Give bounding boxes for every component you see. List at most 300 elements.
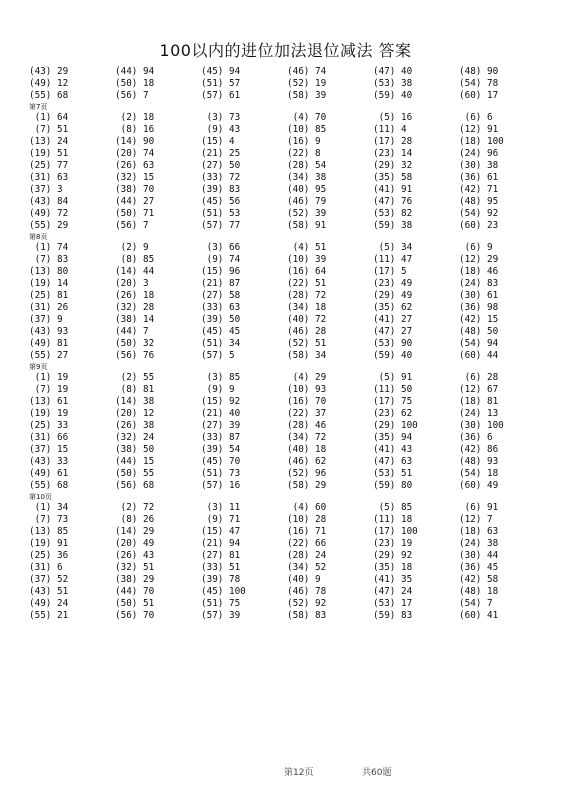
answer-item: (59) 83 (373, 610, 413, 621)
answer-row (29, 480, 549, 492)
answer-item: (22) 66 (287, 538, 327, 549)
answer-item: (26) 38 (115, 420, 155, 431)
answer-item: (33) 72 (201, 172, 241, 183)
answer-item: (12) 29 (459, 254, 499, 265)
answer-item: (20) 49 (115, 538, 155, 549)
answer-item: (25) 81 (29, 290, 69, 301)
answer-item: (25) 36 (29, 550, 69, 561)
answer-item: (33) 87 (201, 432, 241, 443)
answer-item: (46) 79 (287, 196, 327, 207)
answer-item: (49) 61 (29, 468, 69, 479)
answer-item: (44) 15 (115, 456, 155, 467)
answer-item: (50) 51 (115, 598, 155, 609)
answer-item: (45) 56 (201, 196, 241, 207)
answer-item: (58) 83 (287, 610, 327, 621)
answer-item: (36) 6 (459, 432, 493, 443)
answer-item: (57) 61 (201, 90, 241, 101)
answer-item: (36) 45 (459, 562, 499, 573)
answer-item: (8) 85 (115, 254, 155, 265)
answer-item: (14) 44 (115, 266, 155, 277)
answer-item: (38) 50 (115, 444, 155, 455)
answer-item: (17) 28 (373, 136, 413, 147)
answer-item: (13) 80 (29, 266, 69, 277)
answer-item: (22) 51 (287, 278, 327, 289)
section-label: 第8页 (29, 233, 48, 241)
answer-item: (16) 70 (287, 396, 327, 407)
answer-item: (32) 51 (115, 562, 155, 573)
answer-item: (55) 68 (29, 90, 69, 101)
answer-item: (2) 72 (115, 502, 155, 513)
answer-item: (27) 39 (201, 420, 241, 431)
answer-item: (21) 40 (201, 408, 241, 419)
answer-row (29, 326, 549, 338)
answer-item: (27) 81 (201, 550, 241, 561)
answer-item: (48) 18 (459, 586, 499, 597)
answer-item: (47) 63 (373, 456, 413, 467)
answer-item: (54) 94 (459, 338, 499, 349)
answer-row (29, 66, 549, 78)
answer-item: (43) 93 (29, 326, 69, 337)
answer-item: (28) 72 (287, 290, 327, 301)
answer-item: (60) 44 (459, 350, 499, 361)
answer-item: (52) 39 (287, 208, 327, 219)
answer-item: (53) 38 (373, 78, 413, 89)
answer-item: (29) 49 (373, 290, 413, 301)
answer-item: (45) 70 (201, 456, 241, 467)
answer-item: (38) 14 (115, 314, 155, 325)
answer-item: (51) 53 (201, 208, 241, 219)
answer-item: (37) 15 (29, 444, 69, 455)
answer-item: (55) 29 (29, 220, 69, 231)
answer-row (29, 538, 549, 550)
answer-item: (14) 29 (115, 526, 155, 537)
answer-item: (4) 51 (287, 242, 327, 253)
answer-item: (39) 83 (201, 184, 241, 195)
answer-item: (44) 7 (115, 326, 149, 337)
answer-item: (14) 90 (115, 136, 155, 147)
answer-row (29, 78, 549, 90)
answer-item: (11) 4 (373, 124, 407, 135)
answer-item: (59) 80 (373, 480, 413, 491)
answer-item: (40) 95 (287, 184, 327, 195)
answer-item: (34) 38 (287, 172, 327, 183)
answer-item: (6) 91 (459, 502, 499, 513)
answer-item: (4) 29 (287, 372, 327, 383)
answer-item: (1) 64 (29, 112, 69, 123)
answer-item: (50) 55 (115, 468, 155, 479)
answer-item: (1) 74 (29, 242, 69, 253)
answer-item: (12) 7 (459, 514, 493, 525)
answer-item: (51) 34 (201, 338, 241, 349)
answer-item: (47) 76 (373, 196, 413, 207)
answer-item: (39) 54 (201, 444, 241, 455)
answer-item: (23) 19 (373, 538, 413, 549)
section-label: 第9页 (29, 363, 48, 371)
answer-item: (1) 34 (29, 502, 69, 513)
answer-item: (54) 78 (459, 78, 499, 89)
answer-item: (19) 19 (29, 408, 69, 419)
answer-item: (23) 14 (373, 148, 413, 159)
answer-item: (52) 96 (287, 468, 327, 479)
section-label: 第7页 (29, 103, 48, 111)
answer-item: (54) 18 (459, 468, 499, 479)
answer-item: (46) 78 (287, 586, 327, 597)
answer-item: (33) 51 (201, 562, 241, 573)
answer-item: (46) 28 (287, 326, 327, 337)
answer-item: (27) 50 (201, 160, 241, 171)
answer-row (29, 396, 549, 408)
answer-item: (41) 27 (373, 314, 413, 325)
answer-item: (34) 18 (287, 302, 327, 313)
answer-item: (23) 62 (373, 408, 413, 419)
answer-item: (31) 6 (29, 562, 63, 573)
answer-row (29, 574, 549, 586)
answer-item: (26) 43 (115, 550, 155, 561)
answer-row (29, 562, 549, 574)
answer-item: (60) 41 (459, 610, 499, 621)
answer-item: (37) 9 (29, 314, 63, 325)
answer-item: (41) 35 (373, 574, 413, 585)
answer-item: (29) 32 (373, 160, 413, 171)
answer-item: (13) 24 (29, 136, 69, 147)
answer-item: (32) 24 (115, 432, 155, 443)
answer-row (29, 266, 549, 278)
answer-item: (45) 100 (201, 586, 246, 597)
answer-content (29, 66, 549, 622)
answer-row (29, 220, 549, 232)
answer-item: (24) 38 (459, 538, 499, 549)
answer-row (29, 550, 549, 562)
answer-item: (7) 83 (29, 254, 69, 265)
answer-item: (52) 19 (287, 78, 327, 89)
answer-row (29, 468, 549, 480)
answer-item: (30) 61 (459, 290, 499, 301)
answer-item: (56) 76 (115, 350, 155, 361)
answer-item: (53) 51 (373, 468, 413, 479)
answer-item: (24) 96 (459, 148, 499, 159)
answer-row (29, 148, 549, 160)
answer-item: (20) 3 (115, 278, 149, 289)
answer-row (29, 502, 549, 514)
answer-item: (48) 90 (459, 66, 499, 77)
answer-item: (3) 66 (201, 242, 241, 253)
answer-item: (30) 100 (459, 420, 504, 431)
answer-item: (6) 28 (459, 372, 499, 383)
answer-item: (53) 90 (373, 338, 413, 349)
answer-item: (58) 29 (287, 480, 327, 491)
answer-item: (35) 58 (373, 172, 413, 183)
answer-item: (21) 25 (201, 148, 241, 159)
answer-row (29, 112, 549, 124)
answer-item: (27) 58 (201, 290, 241, 301)
answer-row (29, 160, 549, 172)
answer-item: (31) 66 (29, 432, 69, 443)
answer-item: (9) 74 (201, 254, 241, 265)
answer-row (29, 598, 549, 610)
answer-item: (56) 70 (115, 610, 155, 621)
answer-item: (60) 23 (459, 220, 499, 231)
answer-item: (47) 27 (373, 326, 413, 337)
answer-item: (10) 39 (287, 254, 327, 265)
answer-item: (39) 50 (201, 314, 241, 325)
answer-row (29, 302, 549, 314)
answer-item: (60) 49 (459, 480, 499, 491)
answer-row (29, 338, 549, 350)
answer-row (29, 124, 549, 136)
section-label: 第10页 (29, 493, 52, 501)
answer-item: (57) 5 (201, 350, 235, 361)
answer-item: (49) 72 (29, 208, 69, 219)
answer-item: (5) 34 (373, 242, 413, 253)
answer-row (29, 350, 549, 362)
answer-item: (53) 17 (373, 598, 413, 609)
answer-item: (47) 40 (373, 66, 413, 77)
answer-row (29, 384, 549, 396)
answer-item: (43) 51 (29, 586, 69, 597)
answer-item: (35) 62 (373, 302, 413, 313)
answer-row (29, 196, 549, 208)
answer-item: (2) 55 (115, 372, 155, 383)
answer-item: (38) 70 (115, 184, 155, 195)
answer-item: (13) 61 (29, 396, 69, 407)
answer-item: (26) 18 (115, 290, 155, 301)
answer-row (29, 408, 549, 420)
answer-item: (51) 73 (201, 468, 241, 479)
answer-item: (1) 19 (29, 372, 69, 383)
answer-item: (12) 67 (459, 384, 499, 395)
answer-item: (36) 98 (459, 302, 499, 313)
answer-item: (29) 92 (373, 550, 413, 561)
answer-item: (50) 71 (115, 208, 155, 219)
answer-item: (36) 61 (459, 172, 499, 183)
answer-item: (9) 71 (201, 514, 241, 525)
answer-item: (30) 38 (459, 160, 499, 171)
answer-item: (26) 63 (115, 160, 155, 171)
answer-row (29, 172, 549, 184)
answer-item: (21) 87 (201, 278, 241, 289)
answer-item: (6) 6 (459, 112, 493, 123)
answer-item: (42) 71 (459, 184, 499, 195)
answer-row (29, 278, 549, 290)
answer-item: (19) 51 (29, 148, 69, 159)
answer-row (29, 184, 549, 196)
answer-item: (7) 73 (29, 514, 69, 525)
answer-row (29, 314, 549, 326)
answer-item: (3) 11 (201, 502, 241, 513)
answer-item: (57) 39 (201, 610, 241, 621)
answer-item: (51) 75 (201, 598, 241, 609)
answer-item: (9) 9 (201, 384, 235, 395)
answer-item: (24) 83 (459, 278, 499, 289)
answer-item: (16) 9 (287, 136, 321, 147)
answer-item: (28) 46 (287, 420, 327, 431)
answer-item: (18) 63 (459, 526, 499, 537)
answer-item: (50) 32 (115, 338, 155, 349)
answer-item: (25) 33 (29, 420, 69, 431)
answer-row (29, 610, 549, 622)
answer-item: (59) 40 (373, 90, 413, 101)
answer-row (29, 290, 549, 302)
answer-item: (52) 92 (287, 598, 327, 609)
answer-item: (58) 91 (287, 220, 327, 231)
answer-item: (53) 82 (373, 208, 413, 219)
answer-row (29, 254, 549, 266)
answer-item: (22) 37 (287, 408, 327, 419)
answer-item: (11) 47 (373, 254, 413, 265)
answer-item: (37) 3 (29, 184, 63, 195)
answer-row (29, 514, 549, 526)
answer-item: (46) 74 (287, 66, 327, 77)
answer-item: (42) 15 (459, 314, 499, 325)
answer-row (29, 456, 549, 468)
answer-row (29, 432, 549, 444)
total-count: 共60题 (362, 768, 392, 778)
answer-item: (52) 51 (287, 338, 327, 349)
answer-item: (49) 81 (29, 338, 69, 349)
answer-item: (50) 18 (115, 78, 155, 89)
answer-item: (39) 78 (201, 574, 241, 585)
answer-item: (12) 91 (459, 124, 499, 135)
answer-item: (37) 52 (29, 574, 69, 585)
answer-item: (45) 45 (201, 326, 241, 337)
answer-item: (16) 71 (287, 526, 327, 537)
answer-item: (54) 7 (459, 598, 493, 609)
answer-item: (58) 39 (287, 90, 327, 101)
answer-item: (7) 19 (29, 384, 69, 395)
answer-row (29, 242, 549, 254)
answer-item: (15) 92 (201, 396, 241, 407)
answer-item: (16) 64 (287, 266, 327, 277)
answer-item: (19) 91 (29, 538, 69, 549)
answer-item: (19) 14 (29, 278, 69, 289)
answer-item: (9) 43 (201, 124, 241, 135)
answer-item: (7) 51 (29, 124, 69, 135)
answer-item: (5) 91 (373, 372, 413, 383)
answer-item: (18) 100 (459, 136, 504, 147)
answer-item: (48) 93 (459, 456, 499, 467)
answer-item: (55) 21 (29, 610, 69, 621)
answer-row (29, 372, 549, 384)
answer-item: (10) 93 (287, 384, 327, 395)
answer-item: (8) 81 (115, 384, 155, 395)
answer-item: (15) 47 (201, 526, 241, 537)
answer-item: (2) 18 (115, 112, 155, 123)
answer-item: (44) 27 (115, 196, 155, 207)
answer-row (29, 208, 549, 220)
answer-item: (42) 58 (459, 574, 499, 585)
answer-item: (24) 13 (459, 408, 499, 419)
answer-item: (20) 74 (115, 148, 155, 159)
answer-item: (14) 38 (115, 396, 155, 407)
answer-item: (48) 95 (459, 196, 499, 207)
answer-item: (22) 8 (287, 148, 321, 159)
answer-row (29, 90, 549, 102)
page-title: 100以内的进位加法退位减法 答案 (159, 41, 412, 60)
answer-item: (44) 94 (115, 66, 155, 77)
answer-item: (11) 18 (373, 514, 413, 525)
answer-item: (10) 85 (287, 124, 327, 135)
answer-item: (29) 100 (373, 420, 418, 431)
answer-item: (34) 52 (287, 562, 327, 573)
answer-item: (5) 85 (373, 502, 413, 513)
answer-item: (6) 9 (459, 242, 493, 253)
answer-item: (59) 38 (373, 220, 413, 231)
answer-item: (11) 50 (373, 384, 413, 395)
answer-row (29, 136, 549, 148)
answer-item: (56) 7 (115, 90, 149, 101)
answer-item: (28) 54 (287, 160, 327, 171)
answer-row (29, 444, 549, 456)
answer-item: (57) 16 (201, 480, 241, 491)
answer-item: (2) 9 (115, 242, 149, 253)
answer-item: (43) 33 (29, 456, 69, 467)
answer-item: (57) 77 (201, 220, 241, 231)
answer-item: (31) 26 (29, 302, 69, 313)
answer-item: (56) 7 (115, 220, 149, 231)
answer-row (29, 526, 549, 538)
answer-item: (55) 27 (29, 350, 69, 361)
answer-item: (31) 63 (29, 172, 69, 183)
answer-item: (15) 4 (201, 136, 235, 147)
answer-item: (35) 94 (373, 432, 413, 443)
answer-item: (59) 40 (373, 350, 413, 361)
answer-item: (41) 91 (373, 184, 413, 195)
answer-item: (42) 86 (459, 444, 499, 455)
answer-item: (43) 29 (29, 66, 69, 77)
answer-item: (49) 24 (29, 598, 69, 609)
answer-item: (5) 16 (373, 112, 413, 123)
answer-item: (4) 70 (287, 112, 327, 123)
answer-item: (34) 72 (287, 432, 327, 443)
answer-item: (56) 68 (115, 480, 155, 491)
answer-item: (49) 12 (29, 78, 69, 89)
answer-item: (10) 28 (287, 514, 327, 525)
answer-item: (21) 94 (201, 538, 241, 549)
answer-row (29, 586, 549, 598)
answer-item: (40) 72 (287, 314, 327, 325)
answer-item: (32) 28 (115, 302, 155, 313)
answer-item: (15) 96 (201, 266, 241, 277)
answer-item: (40) 18 (287, 444, 327, 455)
answer-item: (38) 29 (115, 574, 155, 585)
answer-item: (3) 73 (201, 112, 241, 123)
answer-row (29, 420, 549, 432)
answer-item: (40) 9 (287, 574, 321, 585)
answer-item: (44) 70 (115, 586, 155, 597)
answer-item: (35) 18 (373, 562, 413, 573)
answer-item: (41) 43 (373, 444, 413, 455)
answer-item: (25) 77 (29, 160, 69, 171)
answer-item: (45) 94 (201, 66, 241, 77)
answer-item: (46) 62 (287, 456, 327, 467)
answer-item: (17) 100 (373, 526, 418, 537)
answer-item: (4) 60 (287, 502, 327, 513)
answer-item: (13) 85 (29, 526, 69, 537)
answer-item: (55) 68 (29, 480, 69, 491)
answer-item: (48) 50 (459, 326, 499, 337)
answer-item: (3) 85 (201, 372, 241, 383)
answer-item: (33) 63 (201, 302, 241, 313)
answer-item: (18) 46 (459, 266, 499, 277)
answer-item: (30) 44 (459, 550, 499, 561)
answer-item: (54) 92 (459, 208, 499, 219)
answer-item: (60) 17 (459, 90, 499, 101)
answer-item: (20) 12 (115, 408, 155, 419)
answer-item: (43) 84 (29, 196, 69, 207)
answer-item: (18) 81 (459, 396, 499, 407)
answer-item: (8) 16 (115, 124, 155, 135)
answer-item: (32) 15 (115, 172, 155, 183)
